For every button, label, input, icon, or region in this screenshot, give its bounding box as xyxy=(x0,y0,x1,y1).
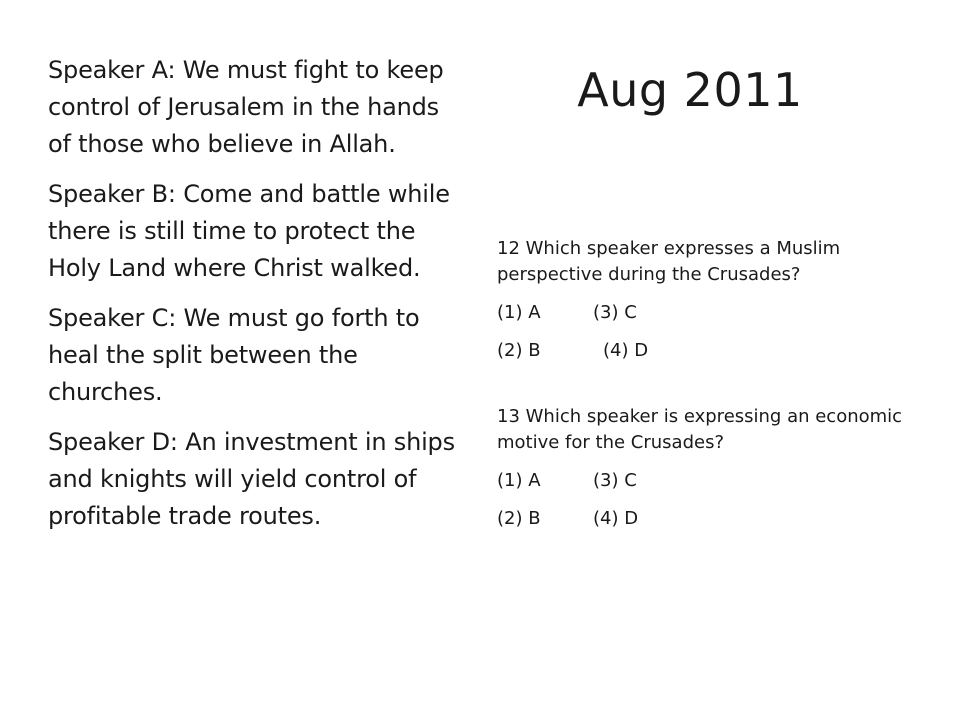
spacer xyxy=(497,376,917,404)
choice-option: (2) B xyxy=(497,340,541,361)
choice-option: (1) A xyxy=(497,470,541,491)
choice-option: (4) D xyxy=(593,508,639,529)
question-12-choices-row-1 xyxy=(497,300,917,326)
slide-title: Aug 2011 xyxy=(577,63,803,117)
speaker-d-quote: Speaker D: An investment in ships and knights will yield control of profitable trade routes. xyxy=(48,428,455,530)
question-13-text: 13 Which speaker is expressing an economic motive for the Crusades? xyxy=(497,406,903,453)
choice-option: (2) B xyxy=(497,508,541,529)
question-13-choices-row-1 xyxy=(497,468,917,494)
question-12-text: 12 Which speaker expresses a Muslim perspective during the Crusades? xyxy=(497,238,841,285)
choice-option: (3) C xyxy=(593,302,637,323)
question-12-choices-row-2 xyxy=(497,338,917,364)
speaker-c-quote: Speaker C: We must go forth to heal the split between the churches. xyxy=(48,304,420,406)
choice-option: (4) D xyxy=(603,340,649,361)
choice-option: (3) C xyxy=(593,470,637,491)
choice-option: (1) A xyxy=(497,302,541,323)
speaker-a-quote: Speaker A: We must fight to keep control of Jerusalem in the hands of those who believe in Allah. xyxy=(48,56,444,158)
speaker-b-quote: Speaker B: Come and battle while there is still time to protect the Holy Land where Christ walked. xyxy=(48,180,450,282)
question-13-choices-row-2 xyxy=(497,506,917,532)
questions-panel xyxy=(497,236,917,544)
speaker-quotes xyxy=(48,52,468,548)
